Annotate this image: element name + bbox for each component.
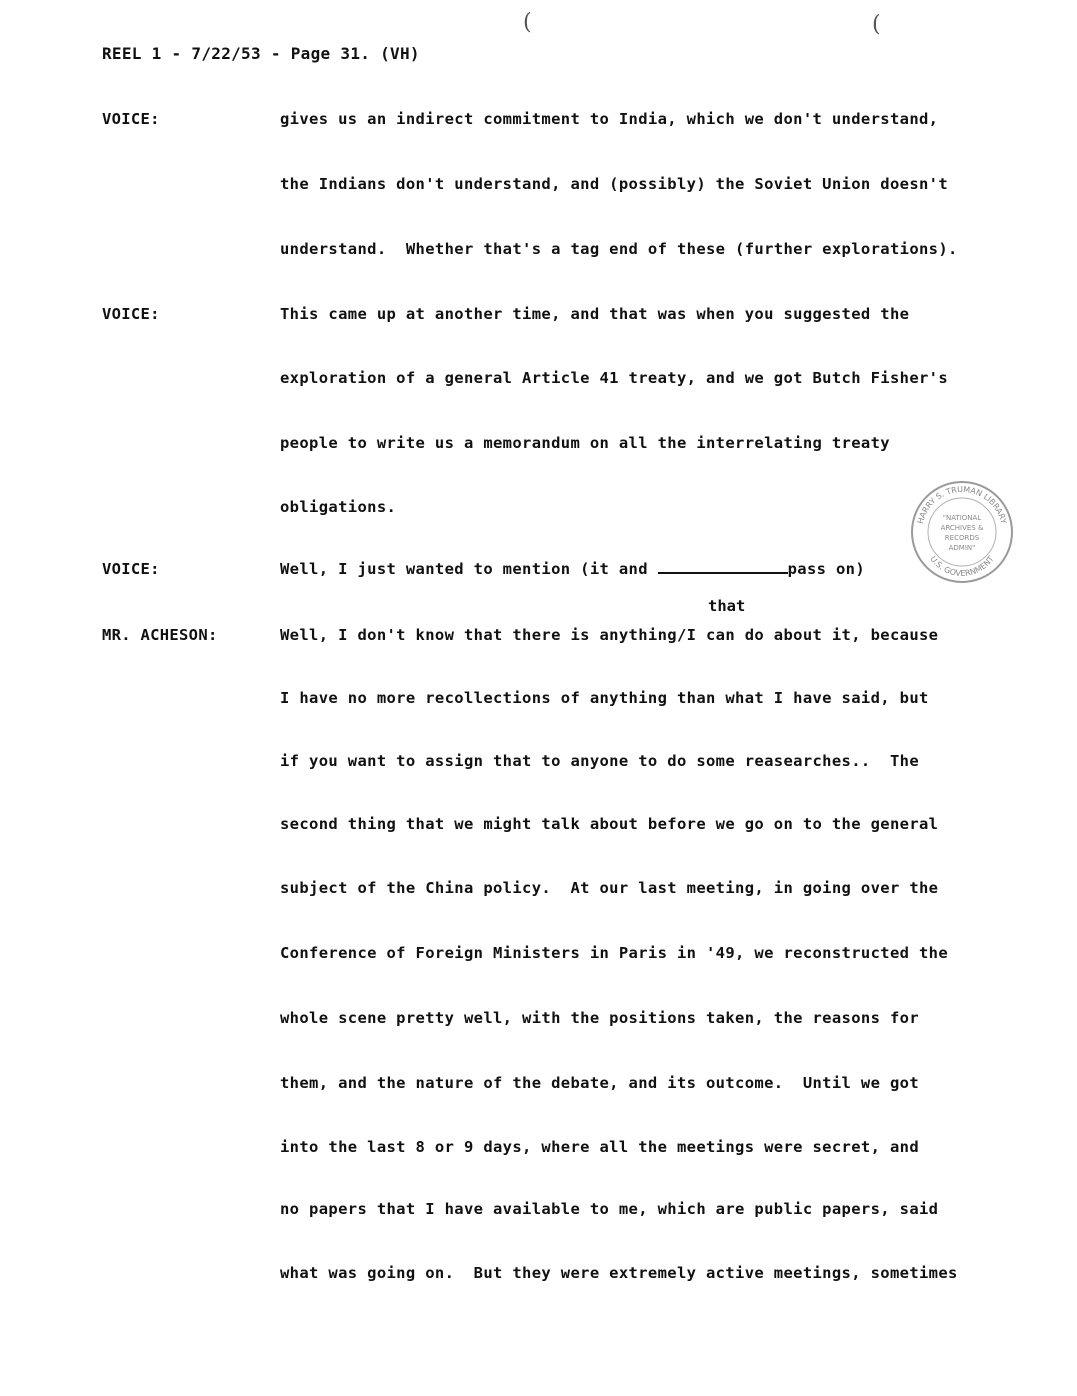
stamp-center-line: "NATIONAL: [942, 514, 982, 522]
text-line: them, and the nature of the debate, and its outcome. Until we got: [280, 1074, 919, 1092]
stamp-center-line: RECORDS: [944, 534, 980, 542]
text-line: Well, I don't know that there is anything/I can do about it, because: [280, 626, 939, 644]
library-stamp: [908, 478, 1016, 586]
text-line: if you want to assign that to anyone to do some reasearches.. The: [280, 752, 919, 770]
speaker-label: VOICE:: [102, 110, 160, 128]
text-line: into the last 8 or 9 days, where all the meetings were secret, and: [280, 1138, 919, 1156]
text-before-blank: Well, I just wanted to mention (it and: [280, 560, 658, 578]
stamp-center-line: ADMIN": [948, 544, 976, 552]
text-line: Conference of Foreign Ministers in Paris in '49, we reconstructed the: [280, 944, 949, 962]
blank-underline: [658, 560, 788, 574]
text-line: obligations.: [280, 498, 397, 516]
text-line: what was going on. But they were extremely active meetings, sometimes: [280, 1264, 958, 1282]
text-line: people to write us a memorandum on all the interrelating treaty: [280, 434, 890, 452]
stamp-ring-text: HARRY S. TRUMAN LIBRARY: [915, 484, 1009, 525]
text-line: I have no more recollections of anything than what I have said, but: [280, 689, 929, 707]
text-line: whole scene pretty well, with the positions taken, the reasons for: [280, 1009, 919, 1027]
speaker-label: VOICE:: [102, 305, 160, 323]
text-line: subject of the China policy. At our last meeting, in going over the: [280, 879, 939, 897]
page-header: REEL 1 - 7/22/53 - Page 31. (VH): [102, 44, 420, 63]
stamp-bottom-text: U.S. GOVERNMENT: [928, 554, 996, 579]
margin-mark: (: [872, 12, 881, 37]
speaker-label: VOICE:: [102, 560, 160, 578]
speaker-label: MR. ACHESON:: [102, 626, 218, 644]
text-line: [280, 560, 865, 578]
text-line: second thing that we might talk about before we go on to the general: [280, 815, 939, 833]
stamp-center-line: ARCHIVES &: [940, 524, 984, 532]
text-line: no papers that I have available to me, which are public papers, said: [280, 1200, 939, 1218]
text-line: exploration of a general Article 41 treaty, and we got Butch Fisher's: [280, 369, 949, 387]
text-line: understand. Whether that's a tag end of these (further explorations).: [280, 240, 958, 258]
text-line: This came up at another time, and that was when you suggested the: [280, 305, 910, 323]
margin-mark: (: [523, 10, 532, 35]
text-after-blank: pass on): [787, 560, 866, 578]
text-line: the Indians don't understand, and (possibly) the Soviet Union doesn't: [280, 175, 949, 193]
interlinear-insert: that: [708, 597, 746, 615]
text-line: gives us an indirect commitment to India, which we don't understand,: [280, 110, 939, 128]
